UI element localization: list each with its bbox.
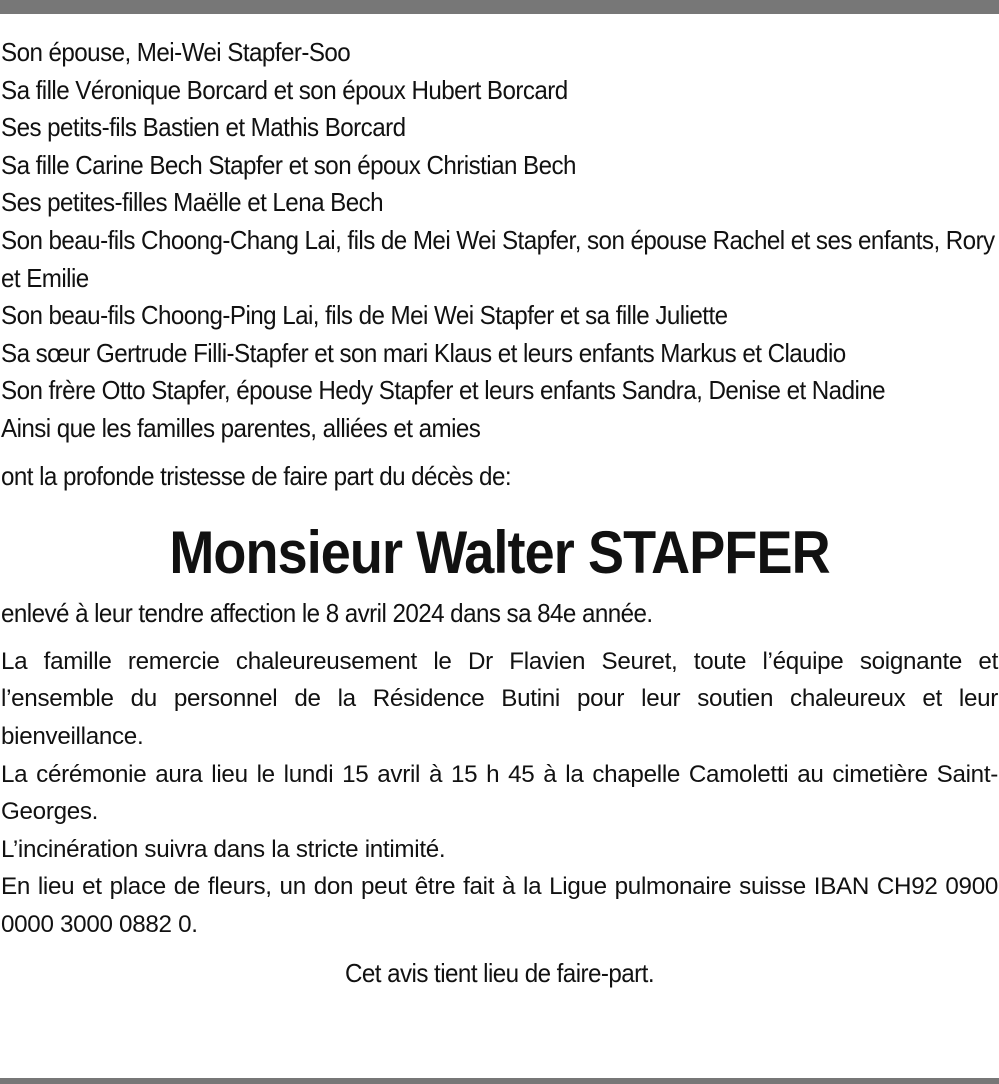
family-line: Son beau-fils Choong-Chang Lai, fils de Mei Wei Stapfer, son épouse Rachel et ses enfants, Rory et Emilie (1, 224, 995, 293)
family-line: Sa fille Carine Bech Stapfer et son époux Christian Bech (1, 149, 576, 180)
thanks-text: La famille remercie chaleureusement le Dr Flavien Seuret, toute l’équipe soignante et l’ensemble du personnel de la Résidence Butini pour leur soutien chaleureux et leur bienveillance. (1, 647, 998, 750)
cremation-text: L’incinération suivra dans la stricte intimité. (1, 835, 446, 863)
family-line: Son frère Otto Stapfer, épouse Hedy Stapfer et leurs enfants Sandra, Denise et Nadine (1, 375, 886, 406)
family-line: Sa sœur Gertrude Filli-Stapfer et son mari Klaus et leurs enfants Markus et Claudio (1, 337, 846, 368)
ceremony-text: La cérémonie aura lieu le lundi 15 avril à 15 h 45 à la chapelle Camoletti au cimetière Saint-Georges. (1, 760, 998, 826)
notice-details (1, 643, 998, 944)
closing-text: Cet avis tient lieu de faire-part. (345, 958, 654, 989)
top-rule (0, 0, 999, 14)
family-line: Ainsi que les familles parentes, alliées et amies (1, 412, 481, 443)
family-line: Ses petites-filles Maëlle et Lena Bech (1, 187, 384, 218)
family-list (1, 34, 998, 448)
announcement-text: ont la profonde tristesse de faire part du décès de: (1, 460, 512, 491)
deceased-name: Monsieur Walter STAPFER (169, 519, 830, 587)
obituary-notice (1, 34, 998, 993)
passing-text: enlevé à leur tendre affection le 8 avril 2024 dans sa 84e année. (1, 598, 653, 629)
family-line: Son épouse, Mei-Wei Stapfer-Soo (1, 37, 351, 67)
donation-text: En lieu et place de fleurs, un don peut être fait à la Ligue pulmonaire suisse IBAN CH92 0900 0000 3000 0882 0. (1, 873, 998, 938)
bottom-rule (0, 1078, 999, 1084)
family-line: Son beau-fils Choong-Ping Lai, fils de Mei Wei Stapfer et sa fille Juliette (1, 300, 728, 331)
family-line: Ses petits-fils Bastien et Mathis Borcard (1, 112, 406, 143)
family-line: Sa fille Véronique Borcard et son époux Hubert Borcard (1, 74, 568, 105)
